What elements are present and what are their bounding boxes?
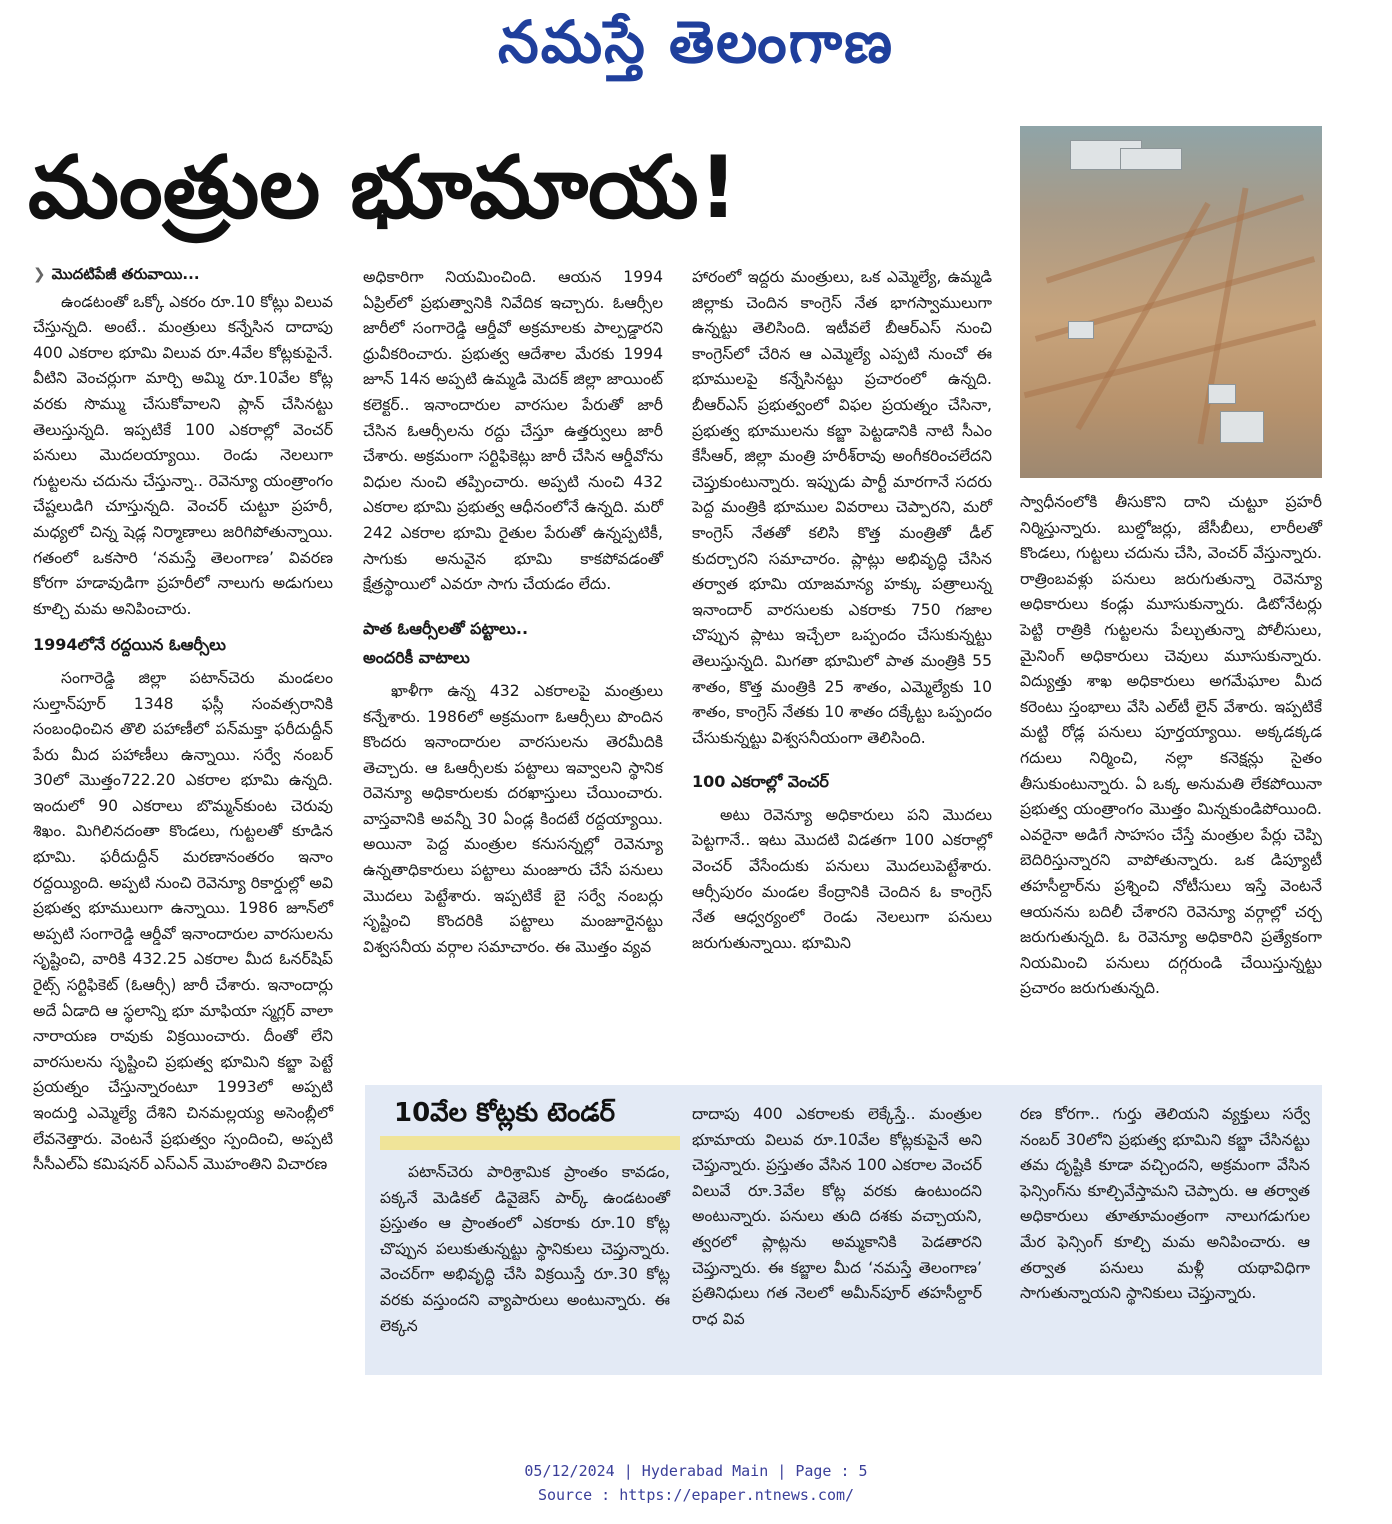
- article-headline: మంత్రుల భూమాయ!: [28, 138, 738, 238]
- sidebar-column-1: [380, 1160, 670, 1339]
- paragraph: పటాన్‌చెరు పారిశ్రామిక ప్రాంతం కావడం, పక్కనే మెడికల్ డివైజెస్ పార్క్ ఉండటంతో ప్రస్తుతం ఆ ప్రాంతంలో ఎకరాకు రూ.10 కోట్ల చొప్పున పలుకుతున్నట్టు స్థానికులు చెప్తున్నారు. వెంచర్‌గా అభివృద్ధి చేసి విక్రయిస్తే రూ.30 కోట్ల వరకు వస్తుందని వ్యాపారులు అంటున్నారు. ఈ లెక్కన: [380, 1163, 670, 1335]
- paragraph: అధికారిగా నియమించింది. ఆయన 1994 ఏప్రిల్‌లో ప్రభుత్వానికి నివేదిక ఇచ్చారు. ఓఆర్సీల జారీలో సంగారెడ్డి ఆర్డీవో అక్రమాలకు పాల్పడ్డారని ధ్రువీకరించారు. ప్రభుత్వ ఆదేశాల మేరకు 1994 జూన్ 14న అప్పటి ఉమ్మడి మెదక్ జిల్లా జాయింట్ కలెక్టర్.. ఇనాందారుల వారసుల పేరుతో జారీ చేసిన ఓఆర్సీలను రద్దు చేస్తూ ఉత్తర్వులు జారీ చేశారు. అక్రమంగా సర్టిఫికెట్లు జారీ చేసిన ఆర్డీవోను విధుల నుంచి తప్పించారు. అప్పటి నుంచి 432 ఎకరాల భూమి ప్రభుత్వ ఆధీనంలోనే ఉన్నది. మరో 242 ఎకరాల భూమి రైతుల పేరుతో ఉన్నప్పటికీ, సాగుకు అనువైన భూమి కాకపోవడంతో క్షేత్రస్థాయిలో ఎవరూ సాగు చేయడం లేదు.: [363, 268, 663, 594]
- paragraph: అటు రెవెన్యూ అధికారులు పని మొదలు పెట్టగానే.. ఇటు మొదటి విడతగా 100 ఎకరాల్లో వెంచర్ వేసేందుకు పనులు మొదలుపెట్టేశారు. ఆర్సీపురం మండల కేంద్రానికి చెందిన ఓ కాంగ్రెస్ నేత ఆధ్వర్యంలో రెండు నెలలుగా పనులు జరుగుతున్నాయి. భూమిని: [692, 805, 992, 952]
- article-column-1: [33, 262, 333, 1178]
- subheading: 1994లోనే రద్దయిన ఓఆర్సీలు: [33, 635, 226, 655]
- chevron-right-icon: ❯: [33, 265, 46, 283]
- sidebar-column-3: [1020, 1102, 1310, 1307]
- newspaper-masthead: నమస్తే తెలంగాణ: [498, 8, 894, 76]
- sidebar-column-2: [692, 1102, 982, 1332]
- paragraph: ఉండటంతో ఒక్కో ఎకరం రూ.10 కోట్లు విలువ చేస్తున్నది. అంటే.. మంత్రులు కన్నేసిన దాదాపు 400 ఎకరాల భూమి విలువ రూ.4వేల కోట్లకుపైనే. వీటిని వెంచర్లుగా మార్చి అమ్మి రూ.10వేల కోట్ల వరకు సొమ్ము చేసుకోవాలని ప్లాన్ చేసినట్టు తెలుస్తున్నది. ఇప్పటికే 100 ఎకరాల్లో వెంచర్ పనులు మొదలయ్యాయి. రెండు నెలలుగా గుట్టలను చదును చేస్తున్నా.. రెవెన్యూ యంత్రాంగం చేష్టలుడిగి చూస్తున్నది. వెంచర్ చుట్టూ ప్రహరీ, మధ్యలో చిన్న షెడ్ల నిర్మాణాలు జరిగిపోతున్నాయి. గతంలో ఒకసారి ‘నమస్తే తెలంగాణ’ వివరణ కోరగా హడావుడిగా ప్రహరీలో నాలుగు అడుగులు కూల్చి మమ అనిపించారు.: [33, 292, 333, 618]
- subheading: అందరికీ వాటాలు: [363, 648, 470, 668]
- aerial-venture-photo: [1020, 126, 1322, 478]
- footer-source: Source : https://epaper.ntnews.com/: [537, 1486, 855, 1504]
- paragraph: సంగారెడ్డి జిల్లా పటాన్‌చెరు మండలం సుల్తాన్‌పూర్ 1348 ఫస్లీ సంవత్సరానికి సంబంధించిన తొలి పహాణీలో పన్‌మక్తా ఫరీదుద్దీన్ పేరు మీద పహాణీలు ఉన్నాయి. సర్వే నంబర్ 30లో మొత్తం722.20 ఎకరాల భూమి ఉన్నది. ఇందులో 90 ఎకరాలు బొమ్మన్‌కుంట చెరువు శిఖం. మిగిలినదంతా కొండలు, గుట్టలతో కూడిన భూమి. ఫరీదుద్దీన్ మరణానంతరం ఇనాం రద్దయ్యింది. అప్పటి నుంచి రెవెన్యూ రికార్డుల్లో అవి ప్రభుత్వ భూములుగా ఉన్నాయి. 1986 జూన్‌లో అప్పటి సంగారెడ్డి ఆర్డీవో ఇనాందారుల వారసులను సృష్టించి, వారికి 432.25 ఎకరాల మీద ఓనర్‌షిప్ రైట్స్ సర్టిఫికెట్ (ఓఆర్సీ) జారీ చేశారు. ఇనాందార్లు అదే ఏడాది ఆ స్థలాన్ని భూ మాఫియా స్మగ్లర్ వాలా నారాయణ రావుకు విక్రయించారు. దీంతో లేని వారసులను సృష్టించి ప్రభుత్వ భూమిని కబ్జా పెట్టే ప్రయత్నం చేస్తున్నారంటూ 1993లో అప్పటి ఇందుర్తి ఎమ్మెల్యే దేశిని చినమల్లయ్య అసెంబ్లీలో లేవనెత్తారు. వెంటనే ప్రభుత్వం స్పందించి, అప్పటి సీసీఎల్‌ఏ కమిషనర్ ఎస్‌ఎన్ మొహంతిని విచారణ: [33, 668, 333, 1174]
- paragraph: ఖాళీగా ఉన్న 432 ఎకరాలపై మంత్రులు కన్నేశారు. 1986లో అక్రమంగా ఓఆర్సీలు పొందిన కొందరు ఇనాందారుల వారసులను తెరమీదికి తెచ్చారు. ఆ ఓఆర్సీలకు పట్టాలు ఇవ్వాలని స్థానిక రెవెన్యూ అధికారులకు దరఖాస్తులు చేయించారు. వాస్తవానికి అవన్నీ 30 ఏండ్ల కిందటే రద్దయ్యాయి. అయినా పెద్ద మంత్రుల కనుసన్నల్లో రెవెన్యూ ఉన్నతాధికారులు పట్టాలు మంజూరు చేసే పనులు మొదలు పెట్టేశారు. ఇప్పటికే బై సర్వే నంబర్లు సృష్టించి కొందరికి పట్టాలు మంజూరైనట్టు విశ్వసనీయ వర్గాల సమాచారం. ఈ మొత్తం వ్యవ: [363, 681, 663, 956]
- subheading: పాత ఓఆర్సీలతో పట్టాలు..: [363, 618, 529, 638]
- paragraph: స్వాధీనంలోకి తీసుకొని దాని చుట్టూ ప్రహరీ నిర్మిస్తున్నారు. బుల్డోజర్లు, జేసీబీలు, లారీలతో కొండలు, గుట్టలు చదును చేసి, వెంచర్ వేస్తున్నారు. రాత్రింబవళ్లు పనులు జరుగుతున్నా రెవెన్యూ అధికారులు కండ్లు మూసుకున్నారు. డిటోనేటర్లు పెట్టి రాత్రికి గుట్టలను పేల్చుతున్నా పోలీసులు, మైనింగ్ అధికారులు చెవులు మూసుకున్నారు. విద్యుత్తు శాఖ అధికారులు అగమేఘాల మీద కరెంటు స్తంభాలు వేసి ఎల్‌టీ లైన్ వేశారు. ఇప్పటికే మట్టి రోడ్ల పనులు పూర్తయ్యాయి. అక్కడక్కడ గదులు నిర్మించి, నల్లా కనెక్షన్లు సైతం తీసుకుంటున్నారు. ఏ ఒక్క అనుమతి లేకపోయినా ప్రభుత్వ యంత్రాంగం మొత్తం మిన్నకుండిపోయింది. ఎవరైనా అడిగే సాహసం చేస్తే మంత్రుల పేర్లు చెప్పి బెదిరిస్తున్నారని వాపోతున్నారు. ఒక డిప్యూటీ తహసీల్దార్‌ను ప్రశ్నించి నోటీసులు ఇస్తే వెంటనే ఆయనను బదిలీ చేశారని రెవెన్యూ వర్గాల్లో చర్చ జరుగుతున్నది. ఓ రెవెన్యూ అధికారిని ప్రత్యేకంగా నియమించి పనులు దగ్గరుండి చేయిస్తున్నట్టు ప్రచారం జరుగుతున్నది.: [1020, 493, 1322, 998]
- title-highlight-bar: [380, 1136, 680, 1150]
- footer-date-edition: 05/12/2024 | Hyderabad Main | Page : 5: [524, 1462, 868, 1480]
- paragraph: హారంలో ఇద్దరు మంత్రులు, ఒక ఎమ్మెల్యే, ఉమ్మడి జిల్లాకు చెందిన కాంగ్రెస్ నేత భాగస్వాములుగా ఉన్నట్టు తెలిసింది. ఇటీవలే బీఆర్‌ఎస్ నుంచి కాంగ్రెస్‌లో చేరిన ఆ ఎమ్మెల్యే ఎప్పటి నుంచో ఈ భూములపై కన్నేసినట్టు ప్రచారంలో ఉన్నది. బీఆర్‌ఎస్ ప్రభుత్వంలో విఫల ప్రయత్నం చేసినా, ప్రభుత్వ భూములను కబ్జా పెట్టడానికి నాటి సీఎం కేసీఆర్, జిల్లా మంత్రి హరీశ్‌రావు అంగీకరించలేదని చెప్తుకుంటున్నారు. ఇప్పుడు పార్టీ మారగానే సదరు పెద్ద మంత్రికి భూముల వివరాలు చెప్పారని, మరో కాంగ్రెస్ నేతతో కలిసి కొత్త మంత్రితో డీల్ కుదర్చారని సమాచారం. ప్లాట్లు అభివృద్ధి చేసిన తర్వాత భూమి యాజమాన్య హక్కు పత్రాలున్న ఇనాందార్ వారసులకు ఎకరాకు 750 గజాల చొప్పున ప్లాటు ఇచ్చేలా ఒప్పందం చేసుకున్నట్టు తెలుస్తున్నది. మిగతా భూమిలో పాత మంత్రికి 55 శాతం, కొత్త మంత్రికి 25 శాతం, ఎమ్మెల్యేకు 10 శాతం, కాంగ్రెస్ నేతకు 10 శాతం దక్కేట్టు ఒప్పందం చేసుకున్నట్టు విశ్వసనీయంగా తెలిసింది.: [692, 268, 992, 747]
- paragraph: రణ కోరగా.. గుర్తు తెలియని వ్యక్తులు సర్వే నంబర్ 30లోని ప్రభుత్వ భూమిని కబ్జా చేసినట్టు తమ దృష్టికి కూడా వచ్చిందని, అక్రమంగా వేసిన ఫెన్సింగ్‌ను కూల్చివేస్తామని చెప్పారు. ఆ తర్వాత అధికారులు తూతూమంత్రంగా నాలుగడుగుల మేర ఫెన్సింగ్ కూల్చి మమ అనిపించారు. ఆ తర్వాత పనులు మళ్లీ యథావిధిగా సాగుతున్నాయని స్థానికులు చెప్తున్నారు.: [1020, 1105, 1310, 1303]
- kicker-text: మొదటిపేజీ తరువాయి...: [51, 265, 200, 283]
- article-column-3: [692, 265, 992, 956]
- article-column-2: [363, 265, 663, 960]
- paragraph: దాదాపు 400 ఎకరాలకు లెక్కేస్తే.. మంత్రుల భూమాయ విలువ రూ.10వేల కోట్లకుపైనే అని చెప్తున్నారు. ప్రస్తుతం వేసిన 100 ఎకరాల వెంచర్ విలువే రూ.3వేల కోట్ల వరకు ఉంటుందని అంటున్నారు. పనులు తుది దశకు వచ్చాయని, త్వరలో ప్లాట్లను అమ్మకానికి పెడతారని చెప్తున్నారు. ఈ కబ్జాల మీద ‘నమస్తే తెలంగాణ’ ప్రతినిధులు గత నెలలో అమీన్‌పూర్ తహసీల్దార్ రాధ వివ: [692, 1105, 982, 1328]
- sidebar-box-title: 10వేల కోట్లకు టెండర్: [394, 1098, 616, 1128]
- article-column-4: [1020, 490, 1322, 1002]
- subheading: 100 ఎకరాల్లో వెంచర్: [692, 772, 829, 792]
- continued-from-front-page: [33, 262, 333, 288]
